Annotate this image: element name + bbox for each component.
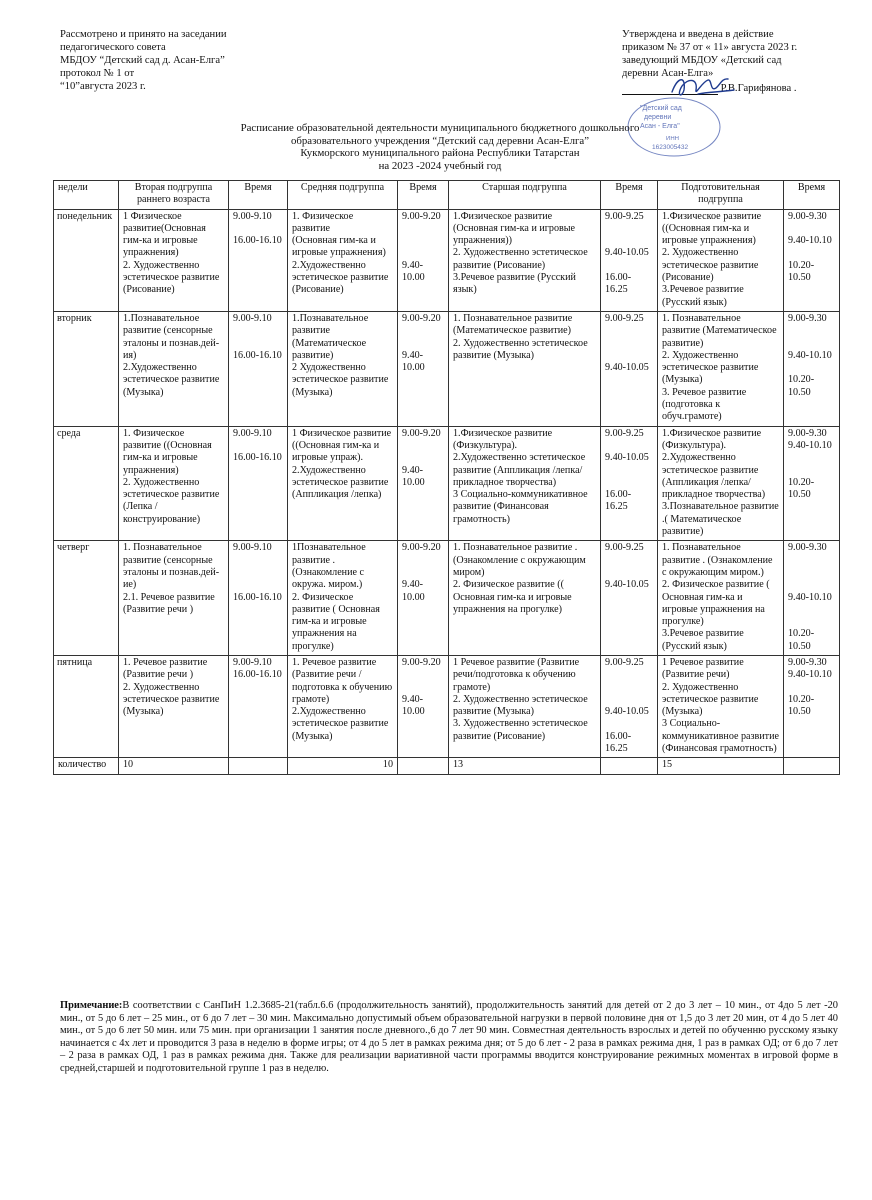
time-line: 9.40-10.05 — [605, 706, 649, 718]
activity-line: (Рисование) — [292, 284, 344, 296]
weekday-cell: среда — [54, 426, 119, 541]
column-header: Время — [601, 181, 658, 210]
time-line: 9.40-10.00 — [402, 349, 425, 374]
time-line: 9.00-9.30 — [788, 427, 827, 439]
time-line — [605, 465, 653, 477]
time-line — [233, 567, 283, 579]
time-line — [605, 325, 653, 337]
column-header: Время — [229, 181, 288, 210]
activity-cell — [449, 426, 601, 541]
activity-line: 2.Художественно эстетическое развитие (Аппликация /лепка) — [292, 464, 389, 501]
time-cell — [229, 655, 288, 757]
activity-cell — [449, 311, 601, 426]
time-line — [605, 567, 653, 579]
time-cell — [601, 209, 658, 311]
activity-cell — [288, 655, 398, 757]
time-line: 9.00-9.10 — [233, 312, 272, 324]
time-line — [788, 362, 835, 374]
activity-line: 2.Художественно эстетическое развитие (Аппликация /лепка/ прикладное творчества) — [662, 452, 766, 501]
weekday-cell: вторник — [54, 311, 119, 426]
time-line — [402, 555, 444, 567]
activity-line: 1Познавательное развитие . (Ознакомление с окружа. миром.) — [292, 542, 366, 591]
activity-line: 2. Художественно эстетическое развитие (Лепка /конструирование) — [123, 476, 220, 525]
schedule-body — [54, 209, 840, 774]
activity-line: 1. Познавательное развитие (сенсорные эталоны и познав.дей-ие) — [123, 542, 220, 591]
time-cell — [784, 541, 840, 656]
time-line: 9.00-9.20 — [402, 210, 441, 222]
activity-line: 1.Физическое развитие (Основная гим-ка и игровые упражнения)) — [453, 210, 576, 247]
time-line: 16.00-16.10 — [233, 669, 282, 681]
activity-line: 1.Познавательное развитие (сенсорные эталоны и познав.дей-ия) — [123, 312, 220, 361]
count-value: 15 — [658, 758, 784, 774]
activity-line: 1 Речевое развитие (Развитие речи/подготовка к обучению грамоте) — [453, 656, 580, 693]
time-line — [605, 555, 653, 567]
time-cell — [398, 541, 449, 656]
approval-line: протокол № 1 от — [60, 68, 135, 79]
time-line — [788, 452, 835, 464]
weekday-cell: четверг — [54, 541, 119, 656]
time-cell — [229, 426, 288, 541]
time-line — [788, 555, 835, 567]
time-line: 9.40-10.00 — [402, 579, 425, 603]
activity-line: 1. Физическое развитие — [292, 210, 354, 234]
activity-cell — [119, 655, 229, 757]
time-line: 10.20-10.50 — [788, 259, 815, 284]
time-line — [788, 616, 835, 628]
time-line — [233, 338, 283, 350]
time-line — [402, 235, 444, 247]
time-line — [605, 350, 653, 362]
time-line: 9.00-9.10 — [233, 656, 272, 668]
column-header: Старшая подгруппа — [449, 181, 601, 210]
column-header: Время — [398, 181, 449, 210]
time-cell — [601, 426, 658, 541]
table-row — [54, 541, 840, 656]
count-time-empty — [398, 758, 449, 774]
approved-line: деревни Асан-Елга» — [622, 68, 714, 79]
time-line — [788, 247, 835, 259]
activity-line: 3. Речевое развитие (подготовка к обуч.грамоте) — [662, 386, 747, 423]
time-cell — [398, 209, 449, 311]
activity-line: 3 Социально-коммуникативное развитие (Финансовая грамотность) — [662, 718, 779, 755]
time-line: 9.40-10.05 — [605, 579, 649, 591]
table-row — [54, 209, 840, 311]
time-line: 9.00-9.10 — [233, 210, 272, 222]
svg-text:1623005432: 1623005432 — [652, 144, 689, 151]
activity-line: 2 Художественно эстетическое развитие — [292, 362, 389, 386]
activity-line: 1. Познавательное развитие (Математическое развитие) — [662, 312, 777, 349]
time-line — [788, 465, 835, 477]
approved-line: приказом № 37 от « 11» августа 2023 г. — [622, 42, 798, 53]
activity-line: (Основная гим-ка и игровые упражнения) — [292, 235, 386, 259]
time-line: 10.20-10.50 — [788, 374, 815, 398]
activity-line: 1. Познавательное развитие . (Ознакомление с окружающим миром.) — [662, 542, 773, 578]
time-line — [788, 682, 835, 694]
time-line: 9.40-10.10 — [788, 439, 832, 451]
time-cell — [229, 311, 288, 426]
activity-cell — [119, 426, 229, 541]
activity-cell — [658, 655, 784, 757]
activity-line: 2.Художественно эстетическое развитие (Аппликация /лепка/ прикладное творчества) — [453, 452, 586, 488]
time-line: 9.40-10.10 — [788, 235, 832, 247]
activity-cell — [449, 209, 601, 311]
time-line — [788, 223, 835, 235]
note-text: В соответствии с СанПиН 1.2.3685-21(табл.6.6 (продолжительность занятий), продолжительность занятий для детей от 2 до 3 лет – 10 мин., от 4до 5 лет -20 мин., от 5 до 6 лет – 25 мин., от 6 до 7 лет – 30 мин. Максимально допустимый объем образовательной нагрузки в первой половине дня от 1,5 до 3 лет 20 мин, от 4 до 5 лет 40 мин., от 5 до 6 лет 50 мин. или 75 мин. при организации 1 занятия после дневного.,6 до 7 лет 90 мин. Совместная деятельность взрослых и детей по обученню русскому языку начинается с 4х лет и проводится 3 раза в неделю в форме игры; от 4 до 5 лет в рамках режима дня; от 5 до 6 лет - 2 раза в рамках режима дня, 1 раз в рамках ОД; от 6 до 7 лет – 2 раза в рамках ОД, 1 раз в рамках режима дня. Также для реализации вариативной части программы вводится конструирование режимных моментах в игровой форме в средней,старшей и подготовительной группе 1 раз в неделю. — [60, 1000, 838, 1074]
time-line — [788, 325, 835, 337]
time-cell — [229, 209, 288, 311]
time-line: 10.20-10.50 — [788, 693, 815, 718]
weekday-cell: понедельник — [54, 209, 119, 311]
activity-line: 1. Физическое развитие ((Основная гим-ка и игровые упражнения) — [123, 427, 212, 476]
activity-line: 2. Художественно эстетическое развитие (Рисование) — [662, 247, 759, 284]
weekday-cell: пятница — [54, 655, 119, 757]
activity-line: 1 Физическое развитие ((Основная гим-ка и игровые упраж). — [292, 427, 392, 464]
approval-line: МБДОУ “Детский сад д. Асан-Елга” — [60, 55, 225, 66]
time-line — [605, 235, 653, 247]
time-line — [788, 338, 835, 350]
time-line — [233, 223, 283, 235]
svg-text:Асан - Елга": Асан - Елга" — [640, 123, 680, 130]
activity-cell — [288, 311, 398, 426]
activity-cell — [449, 655, 601, 757]
time-line — [402, 669, 444, 681]
activity-line: 2.1. Речевое развитие (Развитие речи ) — [123, 591, 215, 615]
approved-line: заведующий МБДОУ «Детский сад — [622, 55, 782, 66]
activity-line: 2. Художественно эстетическое развитие (Рисование) — [453, 247, 588, 271]
svg-text:ИНН: ИНН — [666, 136, 679, 142]
approved-line: Утверждена и введена в действие — [622, 29, 774, 40]
approval-header-right — [622, 28, 862, 95]
time-line: 9.40-10.10 — [788, 591, 832, 603]
time-line: 9.00-9.10 — [233, 542, 272, 554]
time-line: 16.00-16.10 — [233, 235, 282, 247]
activity-line: 3. Художественно эстетическое развитие (Рисование) — [453, 718, 588, 742]
time-line: 9.40-10.10 — [788, 349, 832, 361]
time-cell — [398, 311, 449, 426]
time-line: 16.00-16.25 — [605, 272, 632, 296]
activity-line: 1. Познавательное развитие (Математическое развитие) — [453, 312, 573, 337]
activity-line: 2. Художественно эстетическое развитие (Музыка) — [662, 349, 759, 386]
document-title — [150, 122, 730, 172]
activity-cell — [119, 209, 229, 311]
count-row — [54, 758, 840, 774]
table-row — [54, 655, 840, 757]
time-line — [605, 440, 653, 452]
svg-text:деревни: деревни — [644, 114, 672, 121]
activity-line: 2. Физическое развитие ( Основная гим-ка и игровые упражнения на прогулке) — [292, 591, 380, 652]
count-value: 10 — [288, 758, 398, 774]
time-line: 9.00-9.30 — [788, 210, 827, 222]
activity-line: 3.Познавательное развитие .( Математическое развитие) — [662, 501, 779, 538]
time-line: 9.00-9.30 — [788, 542, 827, 554]
activity-line: 3.Речевое развитие (Русский язык) — [662, 628, 744, 652]
title-line: образовательного учреждения “Детский сад деревни Асан-Елга” — [291, 134, 589, 147]
time-line: 9.00-9.25 — [605, 312, 644, 324]
time-line: 9.40-10.05 — [605, 362, 649, 374]
title-line: Кукморского муниципального района Республики Татарстан — [300, 147, 580, 160]
time-line: 9.00-9.30 — [788, 312, 827, 324]
activity-line: 2. Художественно эстетическое развитие (Музыка) — [453, 693, 588, 718]
time-cell — [398, 655, 449, 757]
time-cell — [398, 426, 449, 541]
time-line: 10.20-10.50 — [788, 628, 815, 652]
time-cell — [784, 426, 840, 541]
activity-line: 1.Физическое развитие ((Основная гим-ка и игровые упражнения) — [662, 210, 762, 247]
activity-line: (Музыка) — [292, 386, 333, 398]
note-label: Примечание: — [60, 1000, 123, 1011]
count-value: 13 — [449, 758, 601, 774]
time-line — [402, 440, 444, 452]
header-row — [54, 181, 840, 210]
activity-cell — [658, 209, 784, 311]
time-line — [402, 682, 444, 694]
time-line — [402, 325, 444, 337]
column-header: Подготовительная подгруппа — [658, 181, 784, 210]
column-header: Время — [784, 181, 840, 210]
time-line — [233, 440, 283, 452]
time-line — [605, 682, 653, 694]
activity-line: 1.Познавательное развитие (Математическое развитие) — [292, 312, 369, 361]
count-label: количество — [54, 758, 119, 774]
time-line: 9.00-9.20 — [402, 312, 441, 324]
activity-cell — [658, 541, 784, 656]
title-line: Расписание образовательной деятельности муниципального бюджетного дошкольного — [240, 122, 640, 134]
activity-line: 1.Физическое развитие (Физкультура). — [662, 427, 762, 451]
time-line — [605, 669, 653, 681]
approval-header-left — [60, 28, 320, 93]
time-line — [233, 555, 283, 567]
time-line: 9.40-10.00 — [402, 693, 425, 718]
time-line — [605, 718, 653, 730]
column-header: Средняя подгруппа — [288, 181, 398, 210]
time-line: 9.00-9.30 — [788, 656, 827, 668]
time-cell — [601, 311, 658, 426]
time-line — [233, 325, 283, 337]
time-line: 9.40-10.10 — [788, 669, 832, 681]
time-line: 16.00-16.10 — [233, 452, 282, 464]
schedule-table — [53, 180, 840, 775]
activity-line: 2. Художественно эстетическое развитие (Музыка) — [453, 337, 588, 361]
column-header: Вторая подгруппа раннего возраста — [119, 181, 229, 210]
approval-line: педагогического совета — [60, 42, 166, 53]
activity-line: 2. Художественно эстетическое развитие (Музыка) — [123, 681, 220, 718]
time-cell — [784, 311, 840, 426]
table-row — [54, 311, 840, 426]
svg-text:"Детский сад: "Детский сад — [640, 105, 682, 112]
signatory-name: Р.В.Гарифянова . — [720, 83, 797, 94]
time-line — [788, 604, 835, 616]
time-line — [402, 247, 444, 259]
time-line — [402, 567, 444, 579]
activity-line: 1. Речевое развитие (Развитие речи ) — [123, 656, 208, 681]
activity-cell — [288, 426, 398, 541]
time-line: 9.00-9.20 — [402, 427, 441, 439]
time-line: 9.40-10.05 — [605, 452, 649, 464]
time-line: 16.00-16.10 — [233, 591, 282, 603]
activity-cell — [119, 311, 229, 426]
title-line: на 2023 -2024 учебный год — [378, 159, 502, 172]
time-line — [605, 477, 653, 489]
time-cell — [601, 541, 658, 656]
count-time-empty — [601, 758, 658, 774]
time-line — [233, 579, 283, 591]
activity-cell — [119, 541, 229, 656]
time-line — [605, 223, 653, 235]
activity-cell — [658, 426, 784, 541]
activity-cell — [288, 209, 398, 311]
time-line: 9.00-9.20 — [402, 542, 441, 554]
time-line — [605, 260, 653, 272]
activity-line: 3 Социально-коммуникативное развитие (Финансовая грамотность) — [453, 489, 588, 525]
time-line: 16.00-16.25 — [605, 489, 632, 513]
time-cell — [601, 655, 658, 757]
time-cell — [784, 655, 840, 757]
time-line — [402, 452, 444, 464]
time-line: 9.40-10.00 — [402, 259, 425, 284]
time-line — [402, 338, 444, 350]
table-row — [54, 426, 840, 541]
activity-line: 2. Физическое развитие (( Основная гим-ка и игровые упражнения на прогулке) — [453, 579, 572, 615]
activity-line: 2.Художественно эстетическое развитие (Музыка) — [292, 706, 389, 742]
activity-cell — [449, 541, 601, 656]
time-line — [605, 694, 653, 706]
time-line — [788, 579, 835, 591]
signature-row — [622, 82, 862, 95]
time-line: 9.00-9.20 — [402, 656, 441, 668]
time-line: 9.00-9.25 — [605, 427, 644, 439]
activity-cell — [288, 541, 398, 656]
time-line — [605, 338, 653, 350]
column-header: недели — [54, 181, 119, 210]
approval-line: Рассмотрено и принято на заседании — [60, 29, 227, 40]
approval-line: “10”августа 2023 г. — [60, 81, 146, 92]
time-cell — [784, 209, 840, 311]
time-line: 9.00-9.25 — [605, 656, 644, 668]
activity-line: 3.Речевое развитие (Русский язык) — [453, 272, 576, 296]
time-cell — [229, 541, 288, 656]
activity-line: 2.Художественно эстетическое развитие (Музыка) — [123, 362, 220, 398]
activity-cell — [658, 311, 784, 426]
time-line — [402, 223, 444, 235]
time-line: 9.00-9.10 — [233, 427, 272, 439]
activity-line: (Рисование) — [123, 284, 175, 296]
activity-line: 2.Художественно эстетическое развитие — [292, 259, 389, 284]
time-line: 9.00-9.25 — [605, 210, 644, 222]
activity-line: 1. Речевое развитие (Развитие речи /подготовка к обучению грамоте) — [292, 656, 393, 705]
time-line: 10.20-10.50 — [788, 476, 815, 501]
count-time-empty — [784, 758, 840, 774]
activity-line: 1.Физическое развитие (Физкультура). — [453, 427, 553, 451]
time-line: 16.00-16.10 — [233, 349, 282, 361]
time-line: 9.40-10.05 — [605, 247, 649, 259]
activity-line: 2. Физическое развитие ( Основная гим-ка и игровые упражнения на прогулке) — [662, 579, 770, 628]
activity-line: 1 Физическое развитие(Основная гим-ка и игровые упражнения) — [123, 210, 206, 259]
time-line: 9.00-9.25 — [605, 542, 644, 554]
activity-line: 2. Художественно эстетическое развитие (Музыка) — [662, 681, 759, 718]
time-line: 16.00-16.25 — [605, 730, 632, 755]
count-time-empty — [229, 758, 288, 774]
activity-line: 2. Художественно эстетическое развитие — [123, 259, 220, 284]
time-line: 9.40-10.00 — [402, 464, 425, 488]
activity-line: 3.Речевое развитие (Русский язык) — [662, 284, 744, 308]
activity-line: 1. Познавательное развитие . (Ознакомление с окружающим миром) — [453, 542, 586, 578]
count-value: 10 — [119, 758, 229, 774]
time-line — [788, 567, 835, 579]
activity-line: 1 Речевое развитие (Развитие речи) — [662, 656, 744, 681]
note-block — [60, 1000, 838, 1076]
